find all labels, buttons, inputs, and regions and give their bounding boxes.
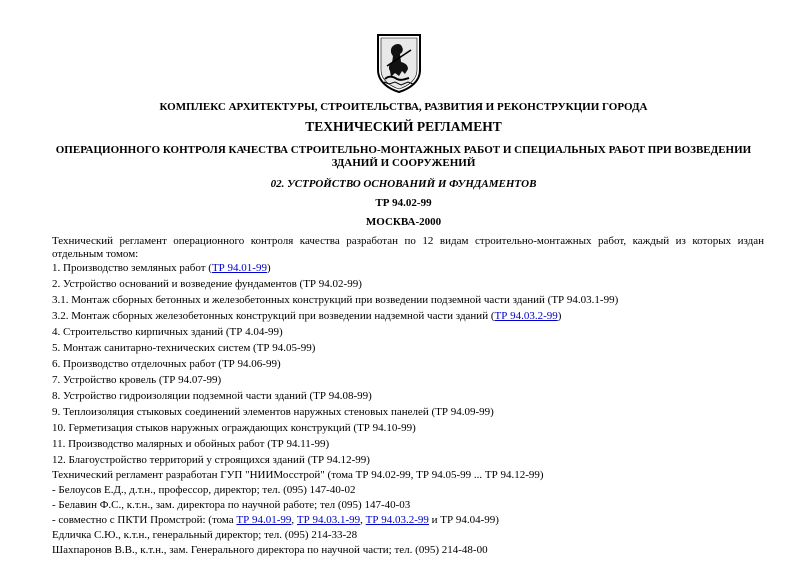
moscow-coat-of-arms-logo — [375, 32, 423, 94]
author-line: Едличка С.Ю., к.т.н., генеральный директор; тел. (095) 214-33-28 — [52, 529, 358, 541]
section-title: 02. УСТРОЙСТВО ОСНОВАНИЙ И ФУНДАМЕНТОВ — [270, 178, 537, 190]
list-item: 9. Теплоизоляция стыковых соединений элементов наружных стеновых панелей (ТР 94.09-99) — [52, 406, 494, 418]
author-line: Шахпаронов В.В., к.т.н., зам. Генерального директора по научной части; тел. (095) 214-48-00 — [52, 544, 488, 556]
co-developer-line: - совместно с ПКТИ Промстрой: (тома ТР 94.01-99, ТР 94.03.1-99, ТР 94.03.2-99 и ТР 94.04-99) — [52, 514, 499, 526]
link-tr-94-03-1[interactable]: ТР 94.03.1-99 — [296, 514, 361, 526]
link-tr-94-01[interactable]: ТР 94.01-99 — [211, 262, 267, 274]
link-tr-94-03-2[interactable]: ТР 94.03.2-99 — [494, 310, 558, 322]
list-item: 3.2. Монтаж сборных железобетонных конструкций при возведении надземной части зданий (ТР 94.03.2-99) — [52, 310, 562, 322]
list-item: 8. Устройство гидроизоляции подземной части зданий (ТР 94.08-99) — [52, 390, 372, 402]
list-item: 1. Производство земляных работ (ТР 94.01-99) — [52, 262, 271, 274]
list-item: 11. Производство малярных и обойных работ (ТР 94.11-99) — [52, 438, 330, 450]
list-item: 2. Устройство оснований и возведение фундаментов (ТР 94.02-99) — [52, 278, 362, 290]
document-code: ТР 94.02-99 — [375, 197, 432, 209]
city-year: МОСКВА-2000 — [365, 216, 442, 228]
author-line: - Белоусов Е.Д., д.т.н., профессор, директор; тел. (095) 147-40-02 — [52, 484, 356, 496]
list-item: 10. Герметизация стыков наружных ограждающих конструкций (ТР 94.10-99) — [52, 422, 416, 434]
list-item: 12. Благоустройство территорий у строящихся зданий (ТР 94.12-99) — [52, 454, 370, 466]
list-item: 5. Монтаж санитарно-технических систем (ТР 94.05-99) — [52, 342, 316, 354]
developer-line: Технический регламент разработан ГУП "НИИМосстрой" (тома ТР 94.02-99, ТР 94.05-99 ... ТР 94.12-99) — [52, 469, 544, 481]
volumes-list — [52, 260, 764, 468]
intro-paragraph: Технический регламент операционного контроля качества разработан по 12 видам строительно-монтажных работ, каждый из которых издан отдельным томом: — [52, 235, 764, 260]
link-tr-94-01[interactable]: ТР 94.01-99 — [236, 514, 292, 526]
document-type-title: ТЕХНИЧЕСКИЙ РЕГЛАМЕНТ — [305, 119, 502, 134]
authors-list — [52, 468, 764, 558]
author-line: - Белавин Ф.С., к.т.н., зам. директора по научной работе; тел (095) 147-40-03 — [52, 499, 411, 511]
list-item: 3.1. Монтаж сборных бетонных и железобетонных конструкций при возведении подземной части зданий (ТР 94.03.1-99) — [52, 294, 619, 306]
document-subject-title: ОПЕРАЦИОННОГО КОНТРОЛЯ КАЧЕСТВА СТРОИТЕЛЬНО-МОНТАЖНЫХ РАБОТ И СПЕЦИАЛЬНЫХ РАБОТ ПРИ ВОЗВЕДЕНИИ ЗДАНИЙ И СООРУЖЕНИЙ — [55, 144, 752, 169]
list-item: 4. Строительство кирпичных зданий (ТР 4.04-99) — [52, 326, 283, 338]
link-tr-94-03-2[interactable]: ТР 94.03.2-99 — [365, 514, 429, 526]
organization-heading: КОМПЛЕКС АРХИТЕКТУРЫ, СТРОИТЕЛЬСТВА, РАЗВИТИЯ И РЕКОНСТРУКЦИИ ГОРОДА — [159, 101, 648, 113]
list-item: 7. Устройство кровель (ТР 94.07-99) — [52, 374, 222, 386]
document-body — [52, 235, 764, 558]
list-item: 6. Производство отделочных работ (ТР 94.06-99) — [52, 358, 281, 370]
